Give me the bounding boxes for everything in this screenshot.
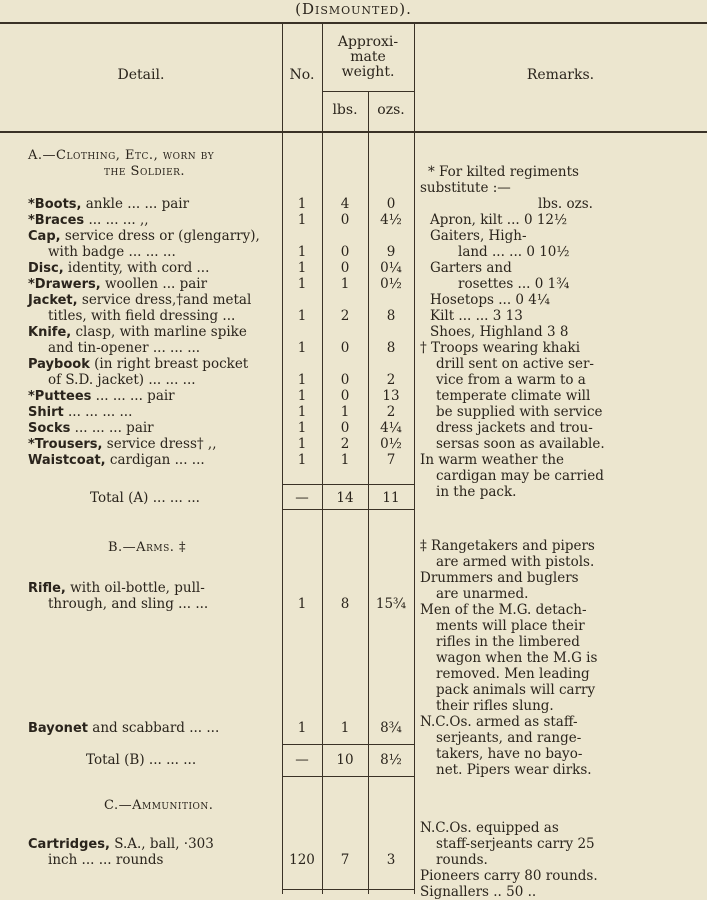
row-detail [28, 388, 175, 405]
row-lbs: 0 [340, 340, 350, 356]
row-no: 1 [297, 388, 307, 404]
row-label: Jacket, [28, 293, 78, 308]
remark-line: rosettes ... 0 1¾ [458, 276, 570, 292]
row-no: 1 [297, 276, 307, 292]
header-no: No. [289, 67, 315, 83]
section-a-title: A.—Clothing, Etc., worn by [28, 148, 215, 163]
row-no: 1 [297, 196, 307, 212]
cartridges-lbs: 7 [340, 852, 350, 868]
remark-line: Signallers .. 50 .. [420, 884, 537, 900]
remark-line: N.C.Os. armed as staff- [420, 714, 578, 730]
section-a-title-2: the Soldier. [104, 164, 186, 179]
row-label: *Boots, [28, 197, 82, 212]
row-description: (in right breast pocket [89, 356, 249, 372]
header-weight: Approxi- mate weight. [337, 34, 399, 80]
total-b-label: Total (B) ... ... ... [86, 752, 197, 768]
remark-line: land ... ... 0 10½ [458, 244, 570, 260]
row-no: 1 [297, 260, 307, 276]
remark-line: staff-serjeants carry 25 [436, 836, 595, 852]
remark-line: Apron, kilt ... 0 12½ [430, 212, 568, 228]
total-a-ozs: 11 [382, 490, 400, 506]
rifle-ozs: 15¾ [375, 596, 407, 612]
row-detail [48, 340, 200, 356]
row-detail [28, 196, 189, 213]
row-description: ... ... ... ... [63, 404, 133, 420]
row-label: Disc, [28, 261, 64, 276]
row-no: 1 [297, 244, 307, 260]
row-ozs: 8 [386, 308, 396, 324]
row-lbs: 2 [340, 308, 350, 324]
total-b-bottom-rule [282, 776, 414, 777]
remark-line: * For kilted regiments [428, 164, 579, 180]
row-ozs: 0 [386, 196, 396, 212]
row-ozs: 0½ [380, 276, 402, 292]
row-label: Shirt [28, 405, 64, 420]
cartridges-no: 120 [289, 852, 315, 868]
bayonet-ozs: 8¾ [380, 720, 402, 736]
row-ozs: 13 [382, 388, 400, 404]
rifle-line2: through, and sling ... ... [48, 596, 209, 612]
row-label: *Drawers, [28, 277, 101, 292]
remark-line: sersas soon as available. [436, 436, 605, 452]
remark-line: Men of the M.G. detach- [420, 602, 587, 618]
total-b-lbs: 10 [336, 752, 354, 768]
rifle-lbs: 8 [340, 596, 350, 612]
row-detail [28, 420, 154, 437]
row-detail [48, 372, 196, 388]
row-description: ... ... ... pair [70, 420, 154, 436]
remark-line: Garters and [430, 260, 512, 276]
row-ozs: 2 [386, 372, 396, 388]
remark-line: Gaiters, High- [430, 228, 527, 244]
row-ozs: 0¼ [380, 260, 402, 276]
row-description: titles, with field dressing ... [48, 308, 236, 324]
row-label: *Braces [28, 213, 85, 228]
cartridges-bottom-rule [282, 889, 414, 890]
row-no: 1 [297, 308, 307, 324]
remark-line: Hosetops ... 0 4¼ [430, 292, 550, 308]
row-label: Socks [28, 421, 71, 436]
section-b-title: B.—Arms. ‡ [108, 540, 186, 555]
total-b-no: — [295, 752, 309, 768]
row-description: of S.D. jacket) ... ... ... [48, 372, 196, 388]
row-ozs: 4½ [380, 212, 402, 228]
row-description: service dress† ,, [102, 436, 217, 452]
row-detail [28, 292, 251, 309]
row-label: Knife, [28, 325, 72, 340]
row-description: ... ... ... pair [91, 388, 175, 404]
row-lbs: 0 [340, 212, 350, 228]
remark-line: removed. Men leading [436, 666, 590, 682]
row-ozs: 2 [386, 404, 396, 420]
remark-line: pack animals will carry [436, 682, 596, 698]
row-label: *Puttees [28, 389, 92, 404]
remark-line: N.C.Os. equipped as [420, 820, 559, 836]
row-lbs: 1 [340, 276, 350, 292]
cartridges-ozs: 3 [386, 852, 396, 868]
row-detail [28, 212, 149, 229]
row-detail [28, 404, 132, 421]
row-description: service dress,†and metal [77, 292, 252, 308]
cartridges-rest: S.A., ball, ·303 [109, 836, 214, 852]
row-ozs: 9 [386, 244, 396, 260]
row-no: 1 [297, 420, 307, 436]
remark-line: † Troops wearing khaki [420, 340, 581, 356]
remark-line: be supplied with service [436, 404, 603, 420]
row-label: Waistcoat, [28, 453, 106, 468]
row-lbs: 0 [340, 388, 350, 404]
row-detail [48, 244, 176, 260]
row-description: woollen ... pair [100, 276, 208, 292]
bayonet-label: Bayonet [28, 721, 88, 736]
remark-line: net. Pipers wear dirks. [436, 762, 592, 778]
row-detail [28, 452, 205, 469]
row-description: identity, with cord ... [63, 260, 210, 276]
row-detail [48, 308, 235, 324]
remark-line: dress jackets and trou- [436, 420, 593, 436]
page-title: (Dismounted). [295, 0, 412, 18]
rifle-no: 1 [297, 596, 307, 612]
row-detail [28, 276, 207, 293]
row-description: ... ... ... ,, [84, 212, 149, 228]
row-lbs: 1 [340, 452, 350, 468]
row-ozs: 4¼ [380, 420, 402, 436]
row-no: 1 [297, 340, 307, 356]
remark-line: are unarmed. [436, 586, 529, 602]
bayonet-no: 1 [297, 720, 307, 736]
remark-line: serjeants, and range- [436, 730, 582, 746]
row-description: service dress or (glengarry), [60, 228, 260, 244]
row-ozs: 0½ [380, 436, 402, 452]
rifle-rest: with oil-bottle, pull- [65, 580, 205, 596]
row-lbs: 2 [340, 436, 350, 452]
row-detail [28, 436, 217, 453]
remark-line: In warm weather the [420, 452, 565, 468]
row-lbs: 1 [340, 404, 350, 420]
row-lbs: 0 [340, 372, 350, 388]
row-description: cardigan ... ... [105, 452, 205, 468]
row-description: clasp, with marline spike [71, 324, 247, 340]
remark-line: are armed with pistols. [436, 554, 595, 570]
cartridges-label: Cartridges, [28, 837, 110, 852]
row-lbs: 0 [340, 260, 350, 276]
row-label: *Trousers, [28, 437, 103, 452]
total-b-ozs: 8½ [380, 752, 402, 768]
row-no: 1 [297, 436, 307, 452]
remark-line: cardigan may be carried [436, 468, 604, 484]
total-a-rule [282, 484, 414, 485]
table-header-rule [0, 131, 707, 133]
row-lbs: 0 [340, 420, 350, 436]
total-a-bottom-rule [282, 509, 414, 510]
remark-line: Pioneers carry 80 rounds. [420, 868, 598, 884]
total-b-rule [282, 744, 414, 745]
remark-line: ments will place their [436, 618, 585, 634]
table-top-rule [0, 22, 707, 24]
row-no: 1 [297, 452, 307, 468]
total-a-lbs: 14 [336, 490, 354, 506]
header-detail: Detail. [117, 67, 165, 83]
remark-line: in the pack. [436, 484, 517, 500]
bayonet-rest: and scabbard ... ... [87, 720, 220, 736]
row-detail [28, 356, 248, 373]
row-lbs: 0 [340, 244, 350, 260]
remark-line: wagon when the M.G is [436, 650, 598, 666]
row-detail [28, 324, 247, 341]
row-label: Paybook [28, 357, 90, 372]
header-lbs: lbs. [332, 102, 358, 118]
header-ozs: ozs. [377, 102, 405, 118]
rifle-label: Rifle, [28, 581, 66, 596]
row-description: with badge ... ... ... [48, 244, 176, 260]
row-detail [28, 260, 209, 277]
row-no: 1 [297, 212, 307, 228]
remark-line: Kilt ... ... 3 13 [430, 308, 523, 324]
row-no: 1 [297, 404, 307, 420]
total-a-label: Total (A) ... ... ... [90, 490, 200, 506]
remark-line: lbs. ozs. [538, 196, 593, 212]
row-ozs: 7 [386, 452, 396, 468]
remark-line: temperate climate will [436, 388, 591, 404]
remark-line: ‡ Rangetakers and pipers [420, 538, 595, 554]
total-a-no: — [295, 490, 309, 506]
remark-line: their rifles slung. [436, 698, 554, 714]
header-remarks: Remarks. [526, 67, 595, 83]
remark-line: rounds. [436, 852, 488, 868]
remark-line: rifles in the limbered [436, 634, 580, 650]
bayonet-lbs: 1 [340, 720, 350, 736]
cartridges-line2: inch ... ... rounds [48, 852, 164, 868]
remark-line: takers, have no bayo- [436, 746, 583, 762]
row-description: and tin-opener ... ... ... [48, 340, 201, 356]
remark-line: Drummers and buglers [420, 570, 579, 586]
row-no: 1 [297, 372, 307, 388]
row-ozs: 8 [386, 340, 396, 356]
row-label: Cap, [28, 229, 61, 244]
remark-line: drill sent on active ser- [436, 356, 594, 372]
remark-line: Shoes, Highland 3 8 [430, 324, 569, 340]
row-lbs: 4 [340, 196, 350, 212]
row-description: ankle ... ... pair [81, 196, 190, 212]
remark-line: vice from a warm to a [436, 372, 586, 388]
row-detail [28, 228, 260, 245]
section-c-title: C.—Ammunition. [104, 798, 214, 813]
remark-line: substitute :— [420, 180, 511, 196]
